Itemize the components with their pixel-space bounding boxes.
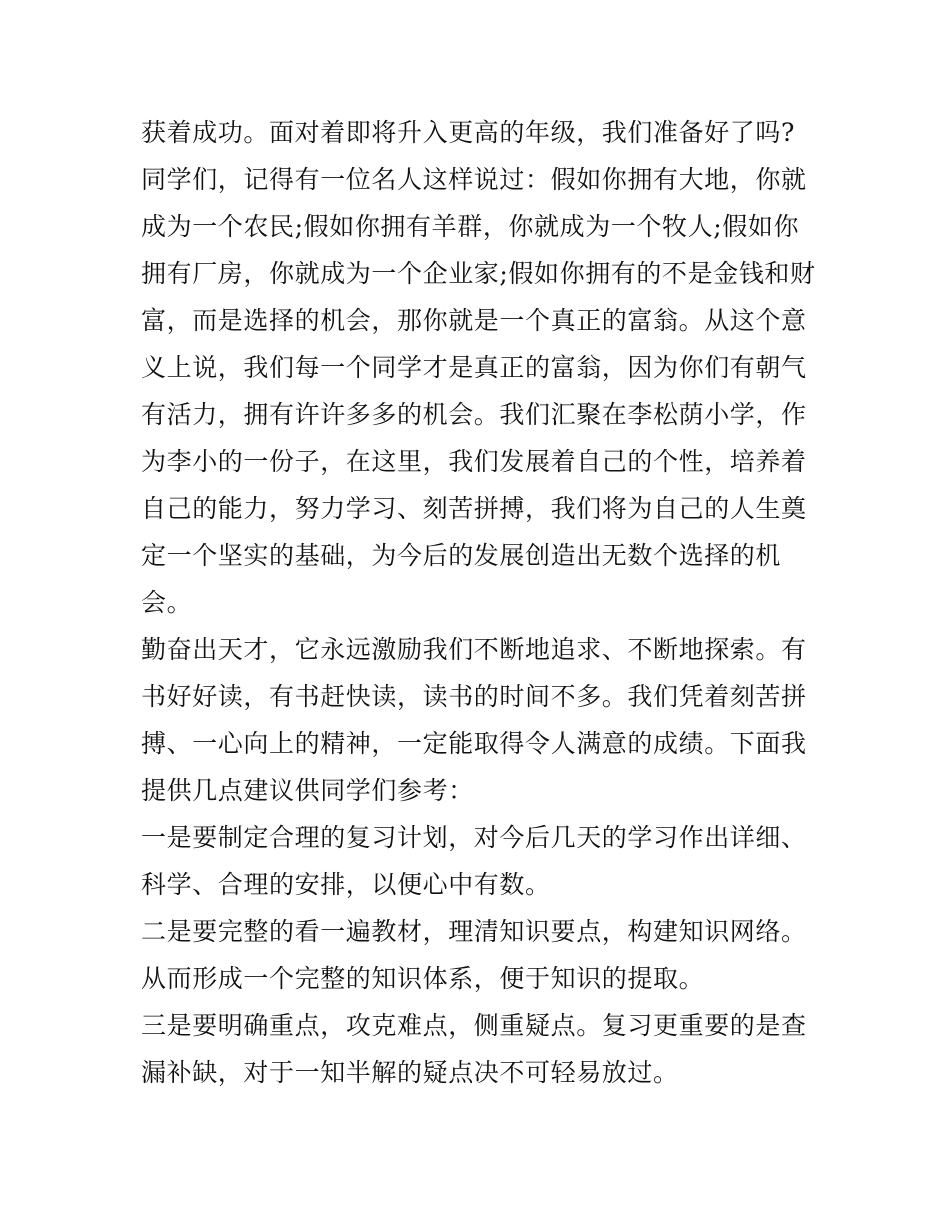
paragraph-suggestion-2: 二是要完整的看一遍教材，理清知识要点，构建知识网络。从而形成一个完整的知识体系，便于知识的提取。 (141, 917, 807, 993)
paragraph-diligence: 勤奋出天才，它永远激励我们不断地追求、不断地探索。有书好好读，有书赶快读，读书的时间不多。我们凭着刻苦拼搏、一心向上的精神，一定能取得令人满意的成绩。下面我提供几点建议供同学们参考： (141, 635, 807, 805)
document-body (141, 109, 821, 1096)
paragraph-opportunity: 同学们，记得有一位名人这样说过：假如你拥有大地，你就成为一个农民;假如你拥有羊群，你就成为一个牧人;假如你拥有厂房，你就成为一个企业家;假如你拥有的不是金钱和财富，而是选择的机会，那你就是一个真正的富翁。从这个意义上说，我们每一个同学才是真正的富翁，因为你们有朝气有活力，拥有许许多多的机会。我们汇聚在李松荫小学，作为李小的一份子，在这里，我们发展着自己的个性，培养着自己的能力，努力学习、刻苦拼搏，我们将为自己的人生奠定一个坚实的基础，为今后的发展创造出无数个选择的机会。 (141, 165, 816, 617)
paragraph-suggestion-3: 三是要明确重点，攻克难点，侧重疑点。复习更重要的是查漏补缺，对于一知半解的疑点决不可轻易放过。 (141, 1011, 807, 1087)
paragraph-suggestion-1: 一是要制定合理的复习计划，对今后几天的学习作出详细、科学、合理的安排，以便心中有数。 (141, 823, 807, 899)
paragraph-continuation: 获着成功。面对着即将升入更高的年级，我们准备好了吗? (141, 118, 796, 147)
